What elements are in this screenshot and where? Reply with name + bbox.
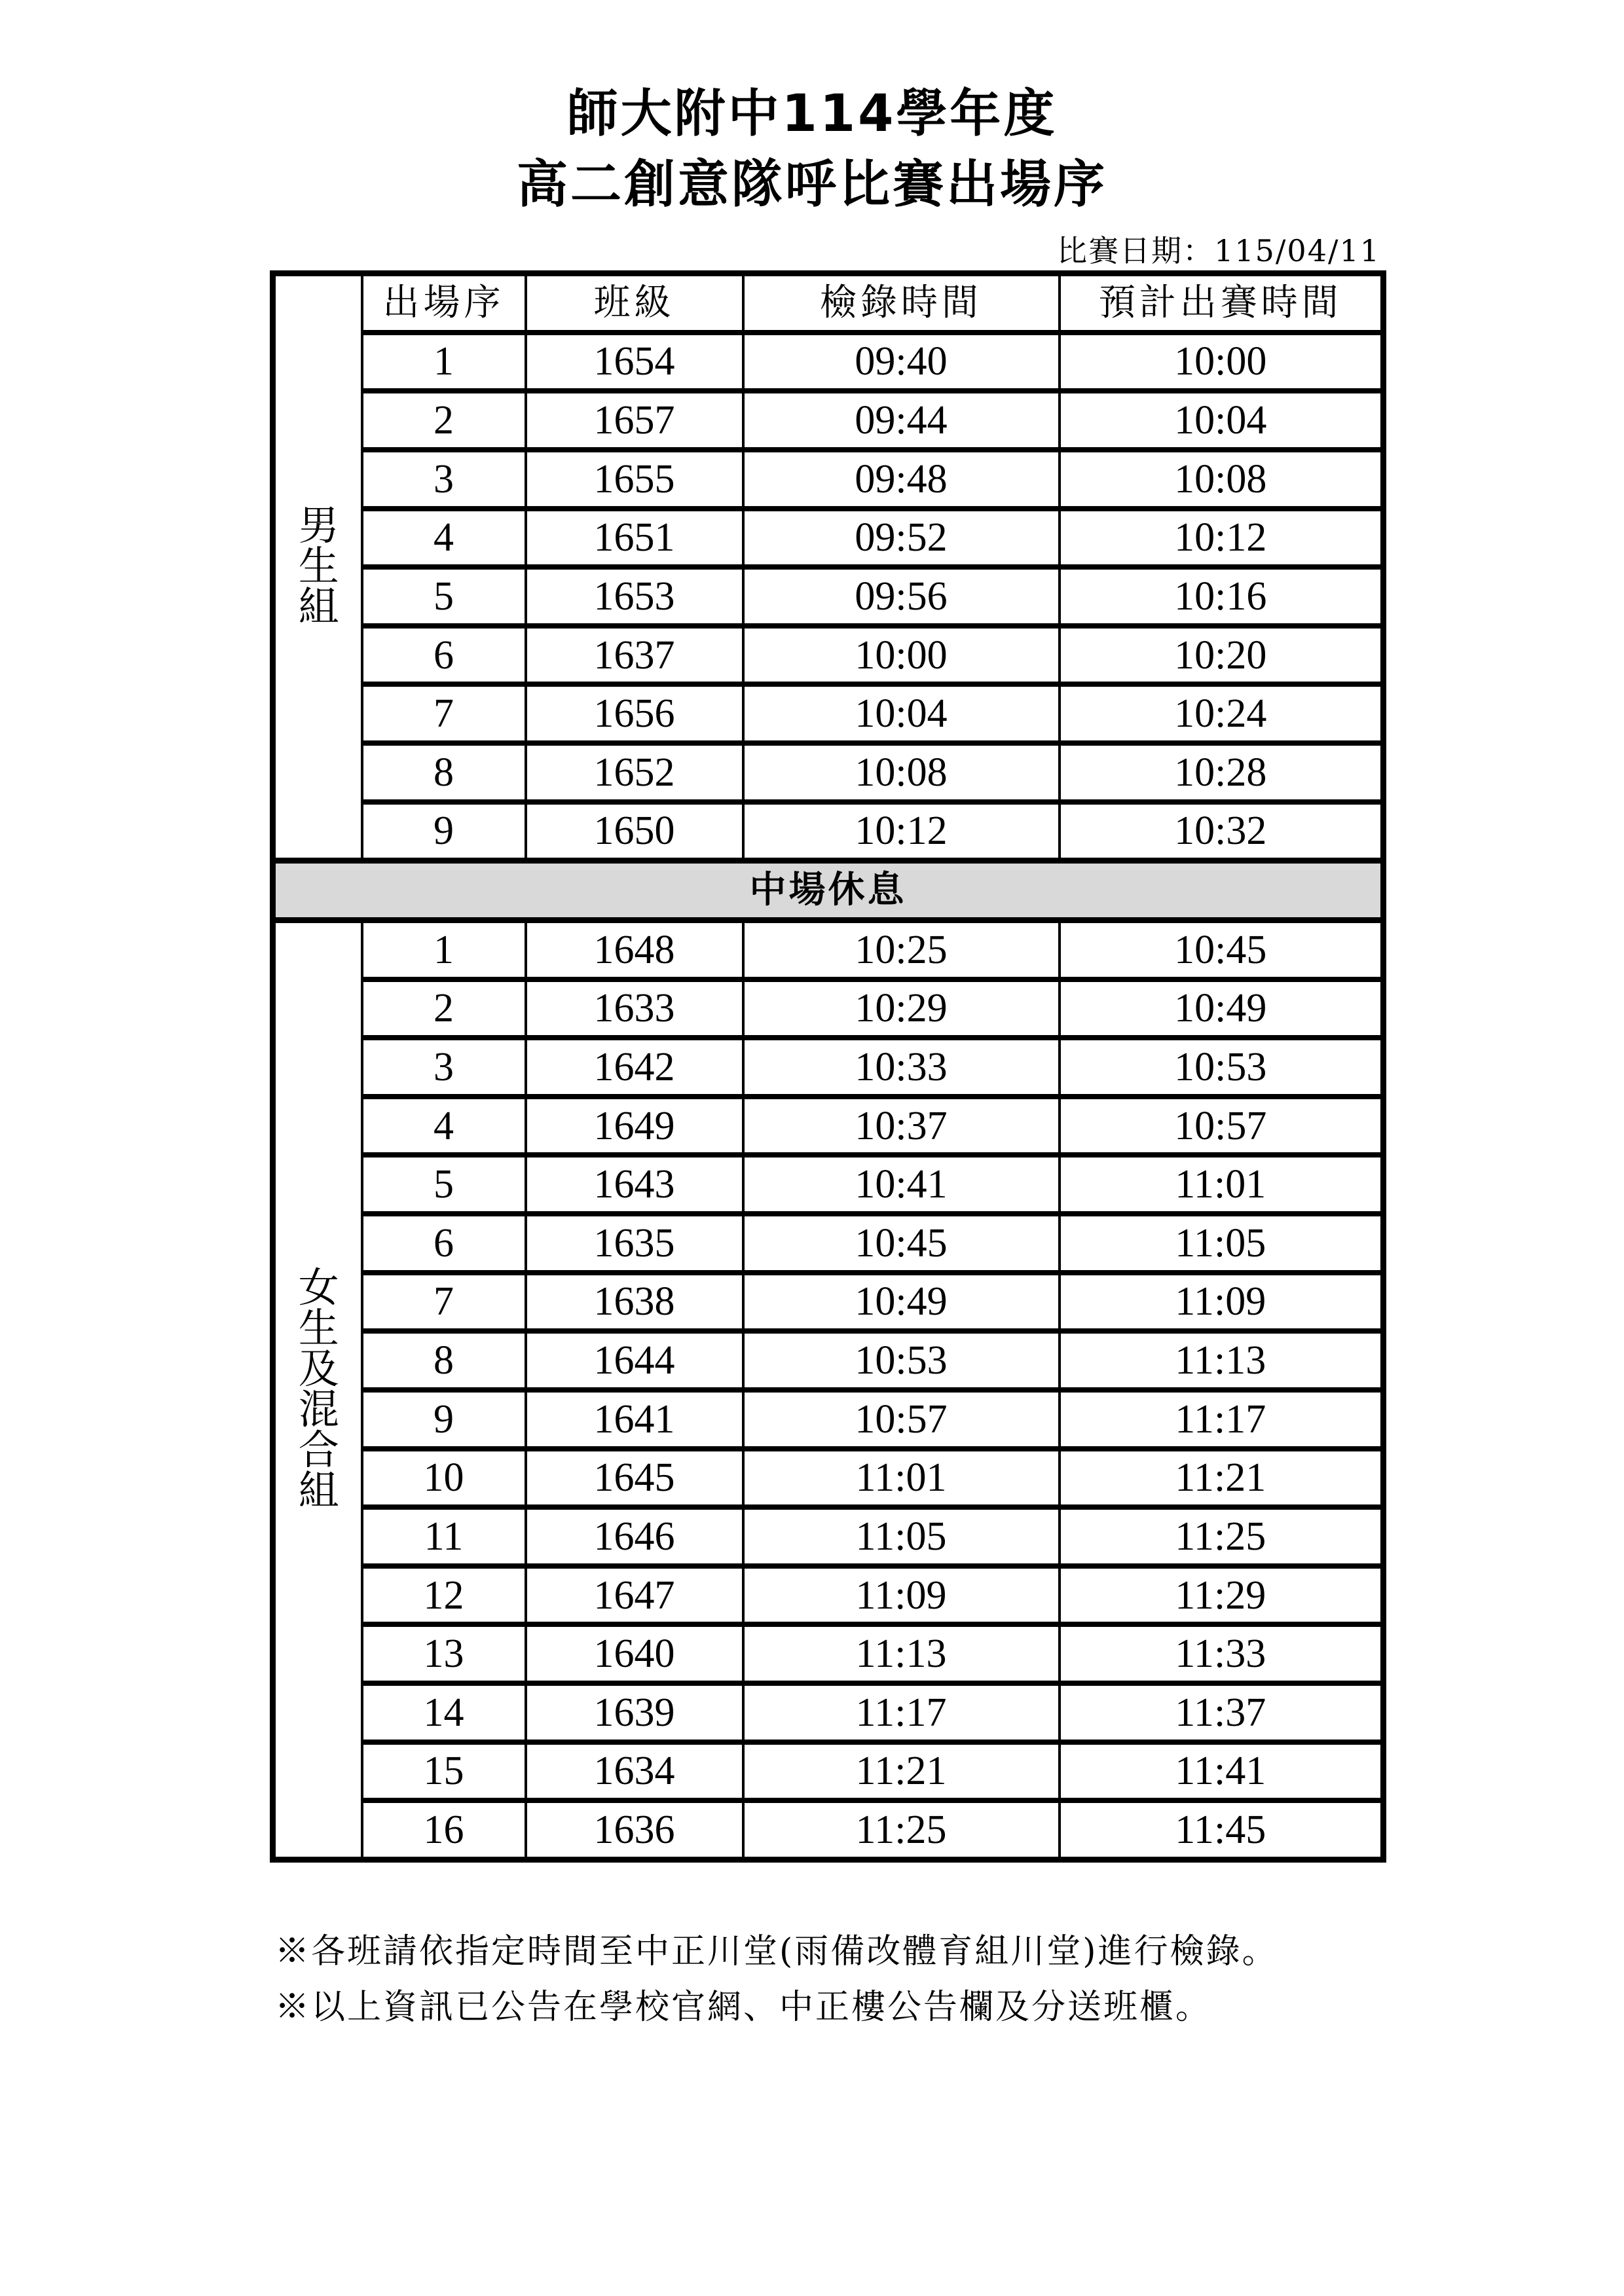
cell-order: 6 xyxy=(362,1214,526,1273)
cell-performance-time: 10:08 xyxy=(1060,450,1384,509)
group-label-boys-text: 男生組 xyxy=(298,504,339,630)
cell-performance-time: 10:12 xyxy=(1060,509,1384,568)
cell-class: 1635 xyxy=(526,1214,743,1273)
cell-class: 1647 xyxy=(526,1566,743,1625)
header-order: 出場序 xyxy=(362,274,526,333)
cell-performance-time: 10:57 xyxy=(1060,1097,1384,1156)
cell-performance-time: 11:01 xyxy=(1060,1155,1384,1214)
table-row xyxy=(273,743,1384,802)
table-row xyxy=(273,1624,1384,1683)
cell-class: 1651 xyxy=(526,509,743,568)
table-row xyxy=(273,391,1384,450)
cell-order: 11 xyxy=(362,1507,526,1566)
intermission-label: 中場休息 xyxy=(273,861,1384,920)
cell-checkin-time: 11:13 xyxy=(743,1624,1060,1683)
cell-checkin-time: 10:25 xyxy=(743,920,1060,979)
cell-class: 1654 xyxy=(526,333,743,392)
table-row xyxy=(273,1097,1384,1156)
table-row xyxy=(273,1507,1384,1566)
schedule-body xyxy=(273,274,1384,1860)
competition-date: 比賽日期：115/04/11 xyxy=(1057,233,1380,268)
cell-checkin-time: 09:40 xyxy=(743,333,1060,392)
cell-checkin-time: 10:33 xyxy=(743,1038,1060,1097)
cell-class: 1645 xyxy=(526,1449,743,1508)
cell-class: 1649 xyxy=(526,1097,743,1156)
cell-class: 1640 xyxy=(526,1624,743,1683)
cell-order: 8 xyxy=(362,1331,526,1390)
group-label-boys xyxy=(273,274,362,861)
cell-checkin-time: 10:29 xyxy=(743,979,1060,1038)
cell-order: 2 xyxy=(362,391,526,450)
header-performance-time: 預計出賽時間 xyxy=(1060,274,1384,333)
cell-performance-time: 10:04 xyxy=(1060,391,1384,450)
cell-checkin-time: 11:21 xyxy=(743,1742,1060,1801)
intermission-row xyxy=(273,861,1384,920)
cell-class: 1639 xyxy=(526,1683,743,1742)
table-row xyxy=(273,1800,1384,1859)
table-row xyxy=(273,1273,1384,1332)
note-checkin-location: ※各班請依指定時間至中正川堂(雨備改體育組川堂)進行檢錄。 xyxy=(275,1932,1278,1971)
table-row xyxy=(273,1038,1384,1097)
cell-checkin-time: 11:25 xyxy=(743,1800,1060,1859)
cell-order: 16 xyxy=(362,1800,526,1859)
cell-checkin-time: 09:56 xyxy=(743,567,1060,626)
table-row xyxy=(273,1742,1384,1801)
cell-order: 3 xyxy=(362,450,526,509)
cell-class: 1641 xyxy=(526,1390,743,1449)
cell-performance-time: 11:05 xyxy=(1060,1214,1384,1273)
cell-performance-time: 10:32 xyxy=(1060,802,1384,861)
cell-class: 1656 xyxy=(526,684,743,743)
cell-class: 1650 xyxy=(526,802,743,861)
cell-order: 6 xyxy=(362,626,526,685)
cell-checkin-time: 09:44 xyxy=(743,391,1060,450)
table-row xyxy=(273,802,1384,861)
cell-class: 1636 xyxy=(526,1800,743,1859)
table-row xyxy=(273,920,1384,979)
cell-checkin-time: 09:48 xyxy=(743,450,1060,509)
cell-performance-time: 10:53 xyxy=(1060,1038,1384,1097)
cell-checkin-time: 10:41 xyxy=(743,1155,1060,1214)
cell-order: 7 xyxy=(362,1273,526,1332)
cell-checkin-time: 11:09 xyxy=(743,1566,1060,1625)
cell-performance-time: 10:49 xyxy=(1060,979,1384,1038)
cell-performance-time: 11:45 xyxy=(1060,1800,1384,1859)
cell-performance-time: 11:13 xyxy=(1060,1331,1384,1390)
cell-order: 4 xyxy=(362,509,526,568)
table-row xyxy=(273,684,1384,743)
table-row xyxy=(273,979,1384,1038)
cell-checkin-time: 11:05 xyxy=(743,1507,1060,1566)
group-label-girls-mixed-text: 女生及混合組 xyxy=(298,1266,339,1514)
cell-order: 2 xyxy=(362,979,526,1038)
cell-order: 3 xyxy=(362,1038,526,1097)
cell-checkin-time: 10:08 xyxy=(743,743,1060,802)
cell-order: 7 xyxy=(362,684,526,743)
cell-performance-time: 10:20 xyxy=(1060,626,1384,685)
table-row xyxy=(273,1566,1384,1625)
cell-order: 9 xyxy=(362,1390,526,1449)
cell-performance-time: 10:28 xyxy=(1060,743,1384,802)
header-checkin-time: 檢錄時間 xyxy=(743,274,1060,333)
table-row xyxy=(273,567,1384,626)
cell-checkin-time: 11:01 xyxy=(743,1449,1060,1508)
page-title-line-2: 高二創意隊呼比賽出場序 xyxy=(516,155,1107,214)
cell-class: 1657 xyxy=(526,391,743,450)
cell-class: 1652 xyxy=(526,743,743,802)
cell-checkin-time: 10:53 xyxy=(743,1331,1060,1390)
table-row xyxy=(273,1449,1384,1508)
cell-checkin-time: 11:17 xyxy=(743,1683,1060,1742)
cell-order: 10 xyxy=(362,1449,526,1508)
note-announcement: ※以上資訊已公告在學校官網、中正樓公告欄及分送班櫃。 xyxy=(275,1988,1212,2027)
cell-class: 1642 xyxy=(526,1038,743,1097)
table-row xyxy=(273,509,1384,568)
cell-class: 1655 xyxy=(526,450,743,509)
cell-class: 1637 xyxy=(526,626,743,685)
cell-checkin-time: 10:49 xyxy=(743,1273,1060,1332)
cell-performance-time: 11:33 xyxy=(1060,1624,1384,1683)
cell-order: 5 xyxy=(362,567,526,626)
page-title-line-1: 師大附中114學年度 xyxy=(566,84,1058,143)
cell-performance-time: 11:21 xyxy=(1060,1449,1384,1508)
table-row xyxy=(273,1155,1384,1214)
table-row xyxy=(273,1390,1384,1449)
cell-checkin-time: 10:37 xyxy=(743,1097,1060,1156)
cell-class: 1643 xyxy=(526,1155,743,1214)
cell-order: 15 xyxy=(362,1742,526,1801)
cell-performance-time: 10:00 xyxy=(1060,333,1384,392)
cell-performance-time: 10:24 xyxy=(1060,684,1384,743)
cell-class: 1648 xyxy=(526,920,743,979)
header-class: 班級 xyxy=(526,274,743,333)
cell-order: 14 xyxy=(362,1683,526,1742)
cell-class: 1653 xyxy=(526,567,743,626)
cell-performance-time: 11:25 xyxy=(1060,1507,1384,1566)
table-row xyxy=(273,333,1384,392)
table-row xyxy=(273,1214,1384,1273)
table-row xyxy=(273,450,1384,509)
cell-performance-time: 11:29 xyxy=(1060,1566,1384,1625)
cell-order: 1 xyxy=(362,920,526,979)
cell-order: 4 xyxy=(362,1097,526,1156)
cell-checkin-time: 10:04 xyxy=(743,684,1060,743)
table-row xyxy=(273,1683,1384,1742)
cell-performance-time: 11:41 xyxy=(1060,1742,1384,1801)
cell-class: 1644 xyxy=(526,1331,743,1390)
cell-order: 9 xyxy=(362,802,526,861)
cell-performance-time: 10:16 xyxy=(1060,567,1384,626)
cell-class: 1638 xyxy=(526,1273,743,1332)
cell-checkin-time: 09:52 xyxy=(743,509,1060,568)
cell-class: 1634 xyxy=(526,1742,743,1801)
cell-order: 8 xyxy=(362,743,526,802)
cell-order: 1 xyxy=(362,333,526,392)
cell-order: 5 xyxy=(362,1155,526,1214)
cell-performance-time: 11:37 xyxy=(1060,1683,1384,1742)
cell-class: 1646 xyxy=(526,1507,743,1566)
cell-performance-time: 11:17 xyxy=(1060,1390,1384,1449)
cell-class: 1633 xyxy=(526,979,743,1038)
group-label-girls-mixed xyxy=(273,920,362,1859)
table-row xyxy=(273,1331,1384,1390)
cell-checkin-time: 10:57 xyxy=(743,1390,1060,1449)
schedule-table xyxy=(270,270,1386,1863)
table-row xyxy=(273,626,1384,685)
cell-order: 13 xyxy=(362,1624,526,1683)
cell-order: 12 xyxy=(362,1566,526,1625)
cell-checkin-time: 10:00 xyxy=(743,626,1060,685)
cell-checkin-time: 10:12 xyxy=(743,802,1060,861)
cell-performance-time: 11:09 xyxy=(1060,1273,1384,1332)
cell-checkin-time: 10:45 xyxy=(743,1214,1060,1273)
cell-performance-time: 10:45 xyxy=(1060,920,1384,979)
header-row xyxy=(273,274,1384,333)
